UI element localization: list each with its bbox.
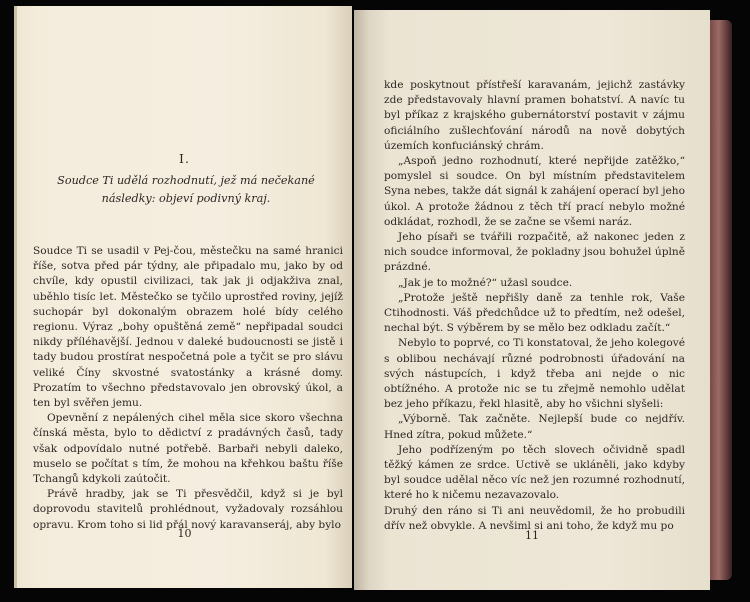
paragraph: Soudce Ti se usadil v Pej-čou, městečku na samé hranici říše, sotva před pár týdny, ale připadalo mu, jako by od chvíle, kdy opustil civilizaci, tak jak ji odjakživa znal, uběhlo tisíc let. Městečko se tyčilo uprostřed roviny, jejíž suchopár byl dokonalým obrazem holé bídy celého regionu. Výraz „bohy opuštěná země“ nepřipadal soudci nikdy příléhavější. Jednou v daleké budoucnosti se jistě i tady budou prostírat nespočetná pole a tyčit se pro slávu veliké Číny skvostné svatostánky a krásné domy. Prozatím to všechno představovalo jen obrovský úkol, a ten byl svěřen jemu.	[33, 245, 343, 410]
book-edge	[710, 20, 732, 580]
paragraph: „Protože ještě nepřišly daně za tenhle rok, Vaše Ctihodnosti. Váš předchůdce už to předtím, než odešel, nechal být. S výběrem by se mělo bez odkladu začít.“	[384, 291, 685, 335]
paragraph: Nebylo to poprvé, co Ti konstatoval, že jeho kolegové s oblibou nechávají různé podrobnosti úřadování na svých nástupcích, i když třeba ani nejde o nic obtížného. A protože nic se tu zřejmě nemohlo udělat bez jeho příkazu, řekl hlasitě, aby ho všichni slyšeli:	[384, 337, 685, 411]
chapter-number: I.	[179, 151, 190, 166]
paragraph: „Výborně. Tak začněte. Nejlepší bude co nejdřív. Hned zítra, pokud můžete.“	[384, 413, 685, 441]
paragraph: Opevnění z nepálených cihel měla sice skoro všechna čínská města, bylo to dědictví z pradávných časů, tady však odpovídalo nutné potřebě. Barbaři nebyli daleko, muselo se počítat s tím, že mohou na křehkou baštu říše Tchangů kdykoli zaútočit.	[33, 412, 343, 486]
right-page-text	[384, 78, 685, 534]
paragraph: Druhý den ráno si Ti ani neuvědomil, že ho probudili dřív než obvykle. A nevšiml si ani toho, že když mu po	[384, 504, 685, 532]
right-page	[354, 10, 710, 590]
left-page-text	[33, 244, 343, 533]
paragraph: Právě hradby, jak se Ti přesvědčil, když si je byl doprovodu stavitelů prohlédnout, vyžadovaly rozsáhlou opravu. Krom toho si lid přál nový karavanseráj, aby bylo	[33, 488, 343, 531]
page-number-right: 11	[525, 529, 539, 542]
paragraph: Jeho podřízeným po těch slovech očividně spadl těžký kámen ze srdce. Uctivě se ukláněli, jako kdyby byl soudce udělal něco víc než jen rozumné rozhodnutí, které ho k ničemu nezavazovalo.	[384, 443, 685, 502]
paragraph: kde poskytnout přístřeší karavanám, jejichž zastávky zde představovaly hlavní pramen bohatství. A navíc tu byl příkaz z krajského gubernátorství postavit v zájmu oficiálního zušlechťování národů na nově dobytých územích konfuciánský chrám.	[384, 79, 685, 152]
paragraph: „Aspoň jedno rozhodnutí, které nepřijde zatěžko,“ pomyslel si soudce. On byl místním představitelem Syna nebes, takže dát signál k zahájení operací byl jeho úkol. A protože žádnou z těch tří prací nebylo možné odkládat, rozhodl, že se začne se všemi naráz.	[384, 155, 685, 228]
left-page	[14, 6, 352, 588]
page-number-left: 10	[177, 527, 192, 540]
chapter-title: Soudce Ti udělá rozhodnutí, jež má nečekané následky: objeví podivný kraj.	[57, 174, 315, 205]
paragraph: Jeho písaři se tvářili rozpačitě, až nakonec jeden z nich soudce informoval, že pokladny jsou bohužel úplně prázdné.	[384, 231, 685, 274]
paragraph: „Jak je to možné?“ užasl soudce.	[398, 276, 573, 289]
